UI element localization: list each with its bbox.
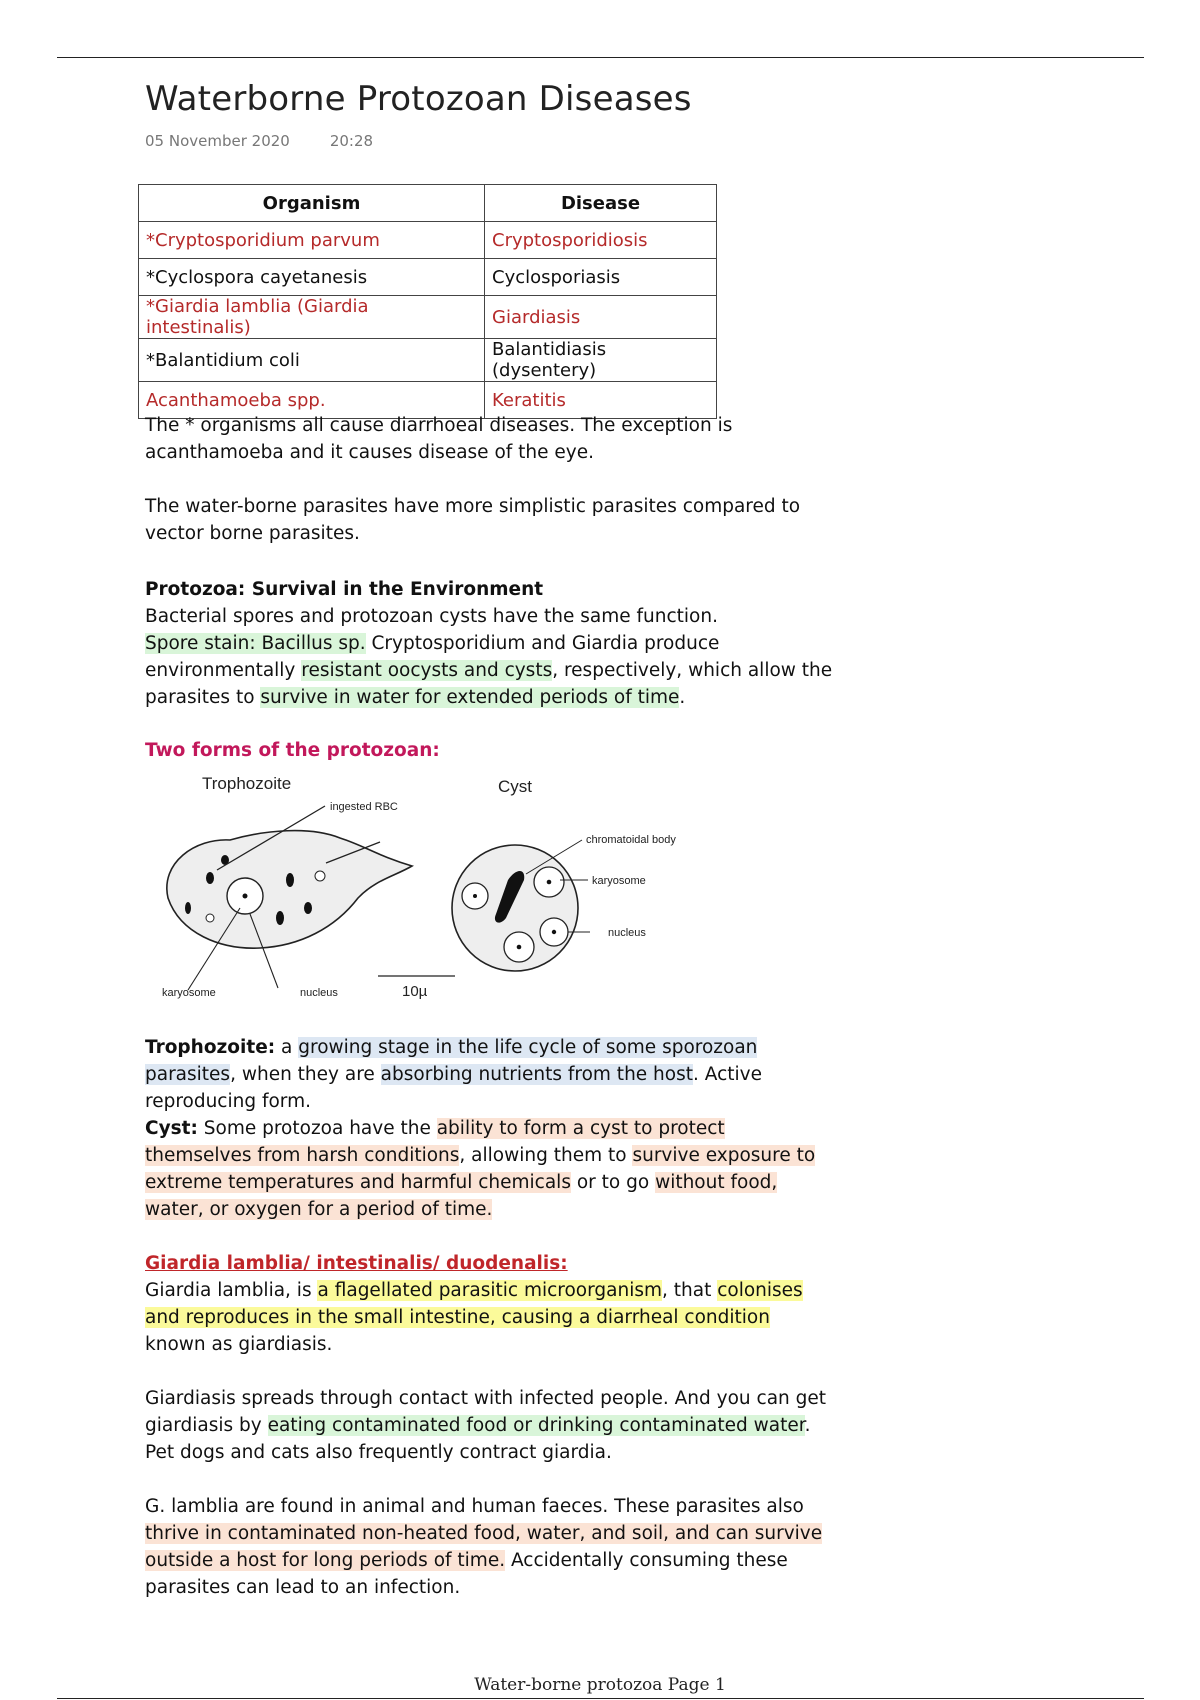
text-run: , allowing them to xyxy=(459,1145,633,1166)
highlight-orange: thrive in contaminated non-heated food, water, and soil, and can survive outside a host for long periods of time. xyxy=(145,1523,823,1571)
highlight-orange: without food, water, or oxygen for a period of time. xyxy=(145,1172,778,1220)
table-row xyxy=(139,259,717,296)
time-text: 20:28 xyxy=(329,132,374,150)
text-run: . xyxy=(679,687,686,708)
column-header-organism: Organism xyxy=(139,185,485,222)
label-nucleus-left: nucleus xyxy=(300,987,338,999)
note-paragraph: The water-borne parasites have more simplistic parasites compared to vector borne parasites. xyxy=(145,496,801,544)
highlight-green: survive in water for extended periods of time xyxy=(260,687,680,708)
page-header xyxy=(145,78,845,150)
text-run: , respectively, which allow the parasites to xyxy=(145,660,833,708)
text-run: known as giardiasis. xyxy=(145,1334,333,1355)
label-scale: 10µ xyxy=(402,983,428,1000)
text-run: . Active reproducing form. xyxy=(145,1064,762,1112)
disease-cell: Cyclosporiasis xyxy=(485,259,717,296)
text-run: a xyxy=(275,1037,299,1058)
timestamp xyxy=(145,132,845,150)
giardia-heading: Giardia lamblia/ intestinalis/ duodenalis: xyxy=(145,1253,568,1274)
organism-cell: *Balantidium coli xyxy=(139,339,485,382)
forms-heading: Two forms of the protozoan: xyxy=(145,740,440,761)
disease-cell: Cryptosporidiosis xyxy=(485,222,717,259)
forms-heading-block xyxy=(145,737,835,764)
label-karyosome-left: karyosome xyxy=(162,987,216,999)
highlight-yellow: a flagellated parasitic microorganism xyxy=(317,1280,662,1301)
text-run: . Pet dogs and cats also frequently contract giardia. xyxy=(145,1415,811,1463)
organism-cell: *Giardia lamblia (Giardia intestinalis) xyxy=(139,296,485,339)
text-run: or to go xyxy=(570,1172,656,1193)
cyst-paragraph xyxy=(145,1115,835,1223)
label-chromatoidal-body: chromatoidal body xyxy=(586,834,676,846)
bottom-rule xyxy=(57,1698,1144,1699)
text-run: Cryptosporidium and Giardia produce environmentally xyxy=(145,633,720,681)
highlight-green: Spore stain: Bacillus sp. xyxy=(145,633,366,654)
text-run: Accidentally consuming these parasites can lead to an infection. xyxy=(145,1550,788,1598)
cyst-definition xyxy=(145,1115,835,1223)
highlight-orange: ability to form a cyst to protect themselves from harsh conditions xyxy=(145,1118,725,1166)
highlight-blue: absorbing nutrients from the host xyxy=(380,1064,693,1085)
page-title: Waterborne Protozoan Diseases xyxy=(145,79,692,119)
date-text: 05 November 2020 xyxy=(145,132,290,150)
text-run: Some protozoa have the xyxy=(197,1118,437,1139)
giardia-paragraph xyxy=(145,1277,835,1358)
organism-cell: *Cryptosporidium parvum xyxy=(139,222,485,259)
cyst-figure xyxy=(452,845,578,971)
table-row xyxy=(139,296,717,339)
highlight-green: resistant oocysts and cysts xyxy=(301,660,553,681)
table-row xyxy=(139,222,717,259)
giardia-section xyxy=(145,1250,835,1601)
disease-cell: Balantidiasis (dysentery) xyxy=(485,339,717,382)
trophozoite-title: Trophozoite xyxy=(202,774,292,793)
notes-section xyxy=(145,412,835,547)
survival-section xyxy=(145,576,835,711)
highlight-yellow: colonises and reproduces in the small intestine, causing a diarrheal condition xyxy=(145,1280,803,1328)
text-run: , that xyxy=(662,1280,718,1301)
text-run: , when they are xyxy=(230,1064,381,1085)
highlight-orange: survive exposure to extreme temperatures and harmful chemicals xyxy=(145,1145,816,1193)
note-paragraph: The * organisms all cause diarrhoeal diseases. The exception is acanthamoeba and it causes disease of the eye. xyxy=(145,415,733,463)
term: Trophozoite: xyxy=(145,1037,276,1058)
text-run: Giardiasis spreads through contact with infected people. And you can get giardiasis by xyxy=(145,1388,827,1436)
survival-paragraph xyxy=(145,630,835,711)
label-karyosome-right: karyosome xyxy=(592,875,646,887)
top-rule xyxy=(57,57,1144,58)
table-row xyxy=(139,339,717,382)
trophozoite-paragraph xyxy=(145,1034,835,1115)
organism-cell: *Cyclospora cayetanesis xyxy=(139,259,485,296)
trophozoite-figure xyxy=(167,831,412,949)
giardia-spread-paragraph xyxy=(145,1385,835,1466)
trophozoite-definition xyxy=(145,1034,835,1115)
page-footer: Water-borne protozoa Page 1 xyxy=(474,1675,726,1695)
column-header-disease: Disease xyxy=(485,185,717,222)
text-run: G. lamblia are found in animal and human faeces. These parasites also xyxy=(145,1496,804,1517)
protozoan-forms-diagram xyxy=(150,768,710,1008)
organism-disease-table xyxy=(138,184,717,419)
term: Cyst: xyxy=(145,1118,198,1139)
text-run: Giardia lamblia, is xyxy=(145,1280,318,1301)
label-ingested-rbc: ingested RBC xyxy=(330,801,398,813)
label-nucleus-right: nucleus xyxy=(608,927,646,939)
disease-cell: Keratitis xyxy=(485,382,717,419)
highlight-green: eating contaminated food or drinking contaminated water xyxy=(267,1415,805,1436)
organism-cell: Acanthamoeba spp. xyxy=(139,382,485,419)
giardia-faeces-paragraph xyxy=(145,1493,835,1601)
table-header-row xyxy=(139,185,717,222)
disease-cell: Giardiasis xyxy=(485,296,717,339)
cyst-title: Cyst xyxy=(498,777,532,796)
survival-line: Bacterial spores and protozoan cysts have the same function. xyxy=(145,606,718,627)
section-heading: Protozoa: Survival in the Environment xyxy=(145,579,544,600)
highlight-blue: growing stage in the life cycle of some sporozoan parasites xyxy=(145,1037,758,1085)
